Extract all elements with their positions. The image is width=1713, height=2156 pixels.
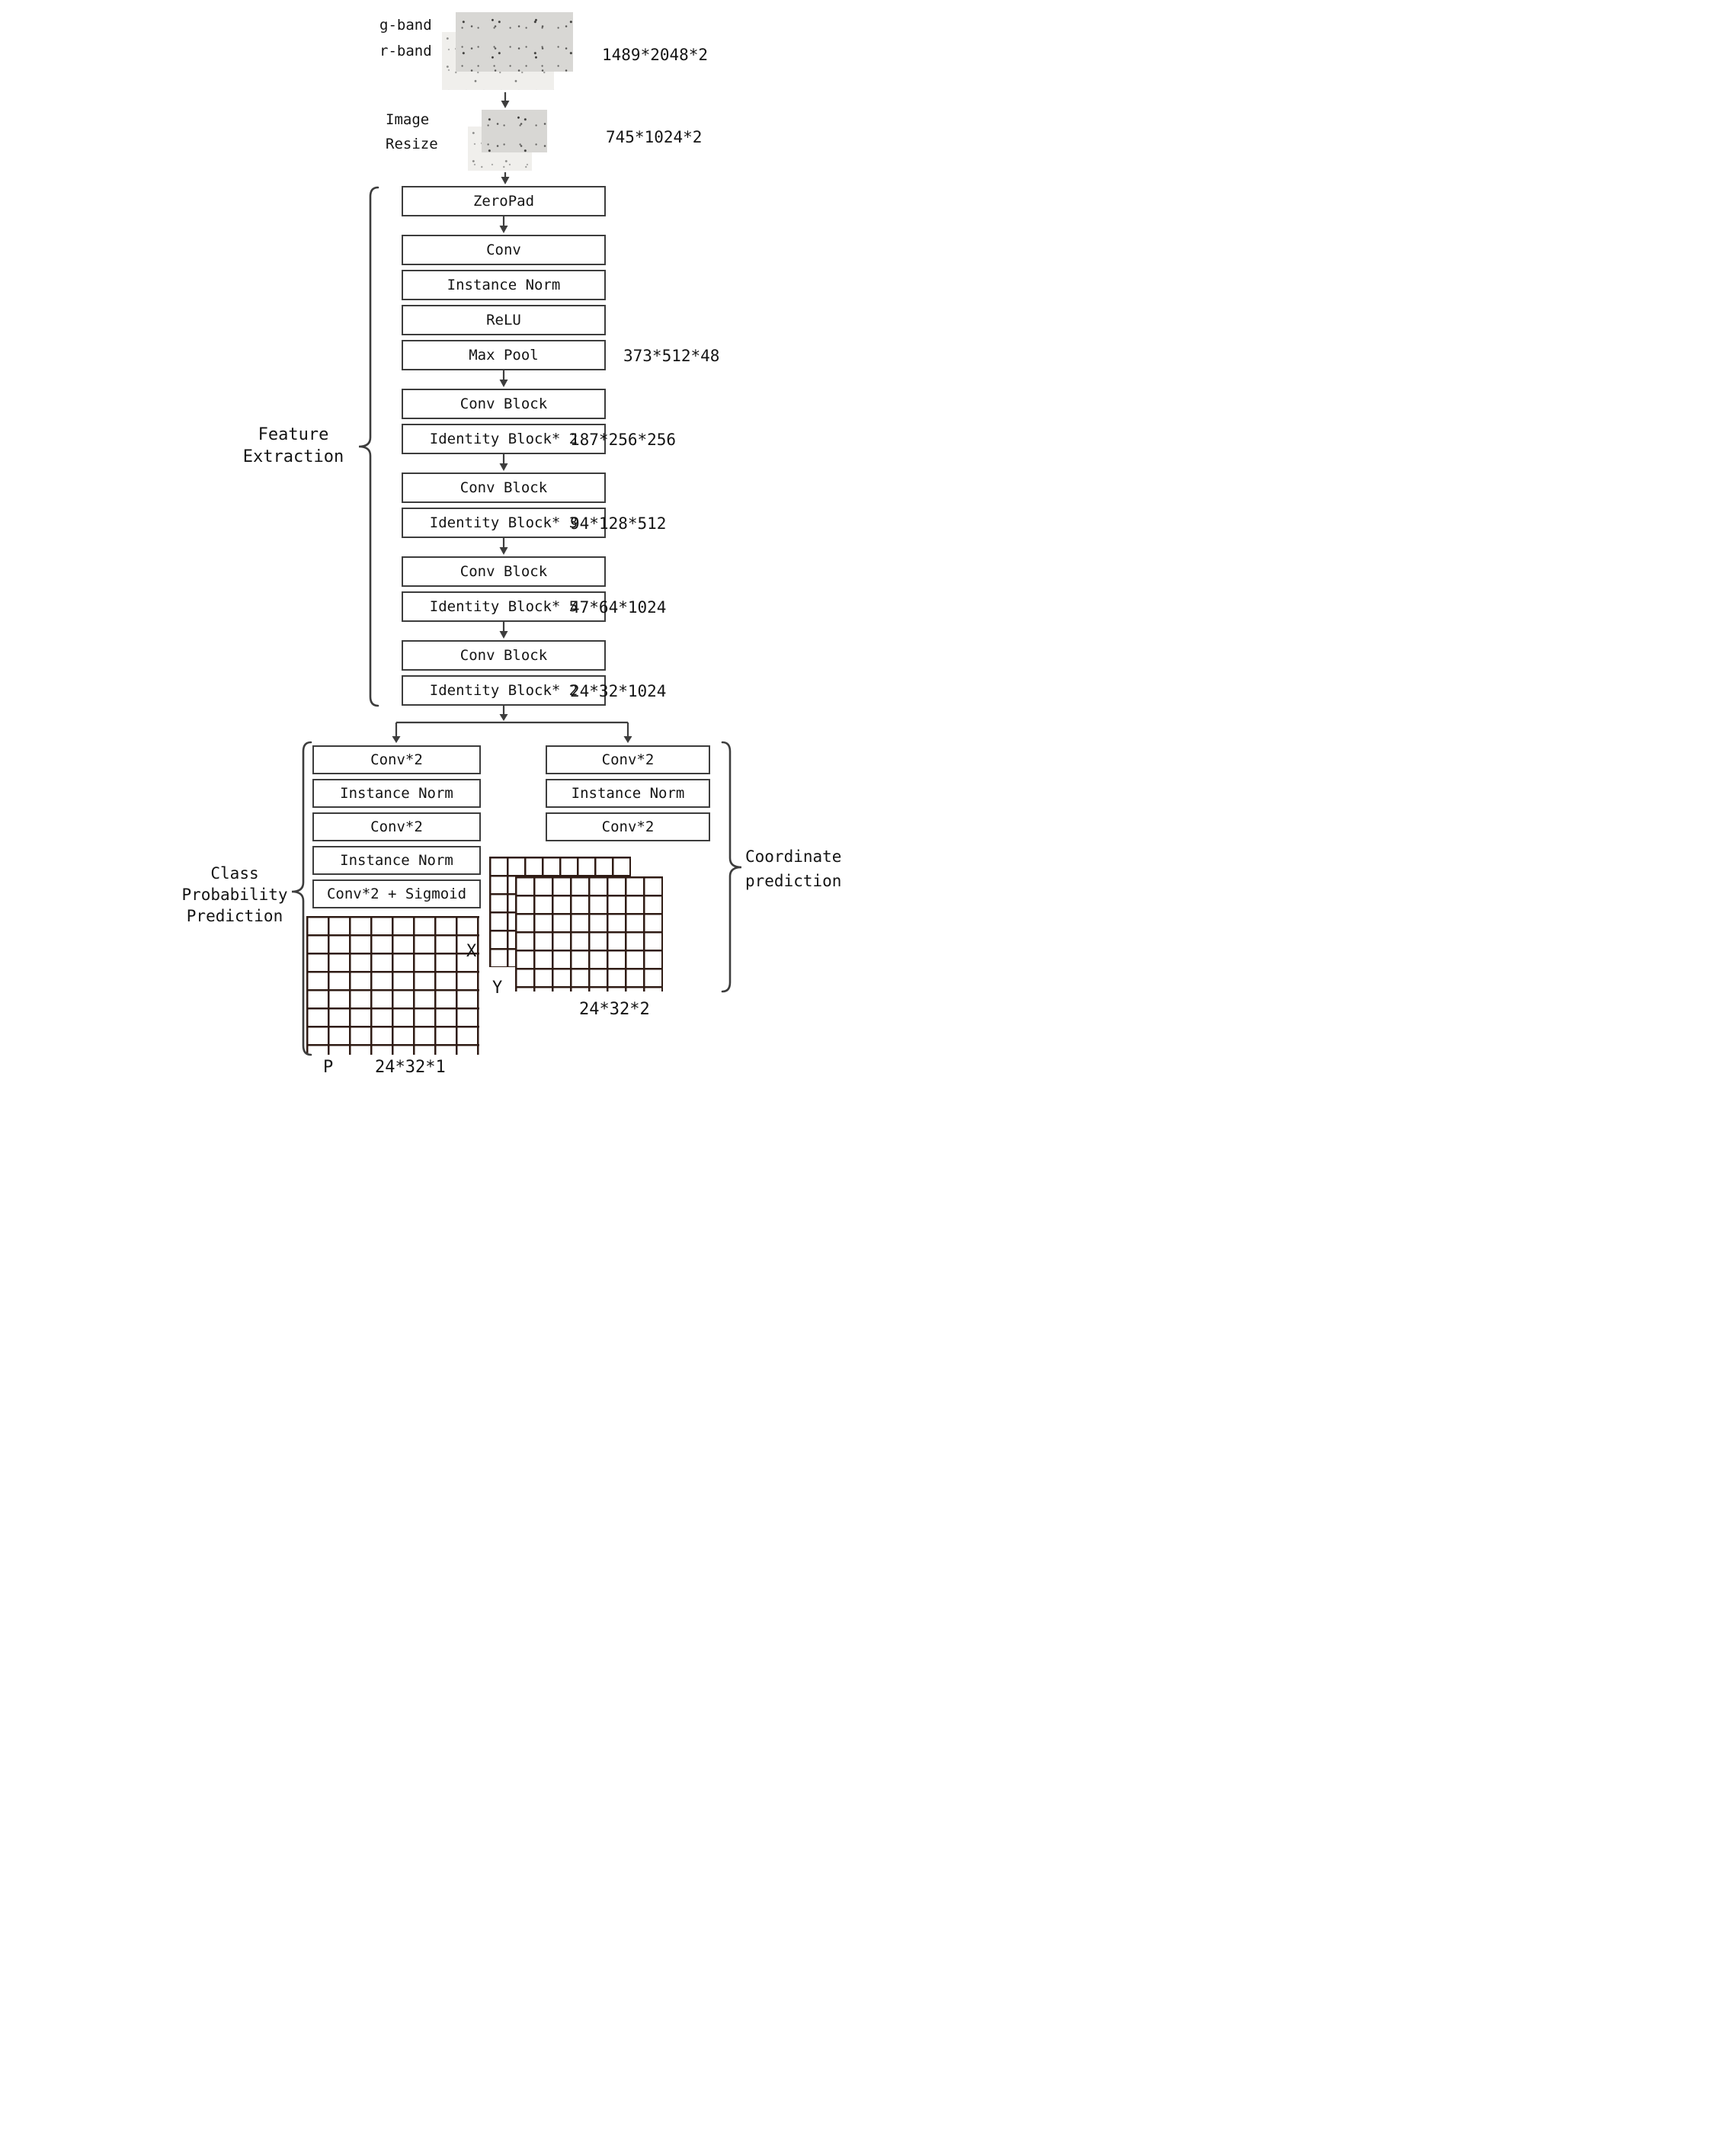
block-label: Max Pool <box>469 347 539 364</box>
image-resize-label-line1: Image <box>386 111 430 128</box>
class-branch-instance-norm-a <box>312 779 481 808</box>
input-dims-label: 1489*2048*2 <box>602 46 709 64</box>
block-label: Conv Block <box>459 563 548 580</box>
coord-branch-conv2-a <box>546 745 710 774</box>
coordinate-prediction-brace <box>722 742 741 992</box>
block-label: Identity Block* 2 <box>429 682 578 699</box>
arrow-stage3-to-stage4 <box>500 622 508 639</box>
block-conv-block-1 <box>402 389 606 419</box>
class-label-line1: Class <box>210 864 259 883</box>
block-zeropad <box>402 186 606 216</box>
dims-stage1: 187*256*256 <box>570 431 677 449</box>
block-max-pool <box>402 340 606 370</box>
block-label: Conv*2 <box>370 751 423 768</box>
input-image-g-band <box>456 12 573 72</box>
block-conv-block-4 <box>402 640 606 671</box>
probability-output-dims: 24*32*1 <box>375 1058 446 1077</box>
block-label: Instance Norm <box>340 852 453 869</box>
feature-extraction-label-line1: Feature <box>258 425 329 444</box>
g-band-label: g-band <box>379 17 432 34</box>
class-branch-conv2-sigmoid <box>312 879 481 908</box>
resized-image-front <box>482 110 547 152</box>
coord-branch-instance-norm <box>546 779 710 808</box>
block-label: Identity Block* 5 <box>429 598 578 615</box>
probability-output-label: P <box>323 1058 334 1077</box>
branch-split-connector <box>392 722 632 743</box>
coordinate-output-grid-y <box>515 876 663 992</box>
arrow-resize-to-zeropad <box>501 172 510 184</box>
dims-stage4: 24*32*1024 <box>570 682 667 700</box>
block-conv-block-2 <box>402 473 606 503</box>
coord-branch-conv2-b <box>546 812 710 841</box>
class-branch-instance-norm-b <box>312 846 481 875</box>
block-conv <box>402 235 606 265</box>
r-band-label: r-band <box>379 43 432 59</box>
block-label: Conv*2 <box>601 819 655 835</box>
coord-label-line1: Coordinate <box>745 847 842 866</box>
probability-output-grid <box>306 916 479 1055</box>
coordinate-output-label-x: X <box>466 942 477 961</box>
dims-stage3: 47*64*1024 <box>570 598 667 617</box>
class-probability-prediction-label <box>174 863 296 927</box>
feature-extraction-brace <box>359 187 378 706</box>
block-label: ZeroPad <box>472 193 535 210</box>
arrow-maxpool-to-convblock <box>500 370 508 387</box>
resize-dims-label: 745*1024*2 <box>606 128 703 146</box>
block-label: ReLU <box>486 312 521 328</box>
dims-stage2: 94*128*512 <box>570 514 667 533</box>
block-label: Conv*2 <box>601 751 655 768</box>
block-label: Instance Norm <box>571 785 685 802</box>
block-label: Identity Block* 3 <box>429 514 578 531</box>
arrow-input-to-resize <box>501 92 510 108</box>
block-instance-norm <box>402 270 606 300</box>
block-conv-block-3 <box>402 556 606 587</box>
coord-label-line2: prediction <box>745 872 842 890</box>
class-branch-conv2-b <box>312 812 481 841</box>
block-label: Conv Block <box>459 396 548 412</box>
feature-extraction-label <box>229 424 358 468</box>
architecture-diagram <box>0 0 856 1078</box>
coordinate-output-label-y: Y <box>492 979 503 998</box>
block-label: Conv*2 <box>370 819 423 835</box>
class-label-line3: Prediction <box>186 907 283 925</box>
block-label: Instance Norm <box>447 277 561 293</box>
arrow-backbone-to-split <box>500 706 508 721</box>
class-branch-conv2-a <box>312 745 481 774</box>
block-label: Conv Block <box>459 479 548 496</box>
image-resize-label-line2: Resize <box>386 136 438 152</box>
block-label: Instance Norm <box>340 785 453 802</box>
block-label: Conv*2 + Sigmoid <box>326 886 467 902</box>
block-relu <box>402 305 606 335</box>
block-label: Identity Block* 2 <box>429 431 578 447</box>
coordinate-prediction-label <box>745 844 852 893</box>
block-label: Conv Block <box>459 647 548 664</box>
dims-after-maxpool: 373*512*48 <box>623 347 720 365</box>
coordinate-output-dims: 24*32*2 <box>579 1000 650 1019</box>
feature-extraction-label-line2: Extraction <box>242 447 344 466</box>
arrow-zeropad-to-conv <box>500 216 508 233</box>
class-label-line2: Probability <box>181 886 288 904</box>
arrow-stage2-to-stage3 <box>500 538 508 555</box>
arrow-stage1-to-stage2 <box>500 454 508 471</box>
block-label: Conv <box>486 242 521 258</box>
